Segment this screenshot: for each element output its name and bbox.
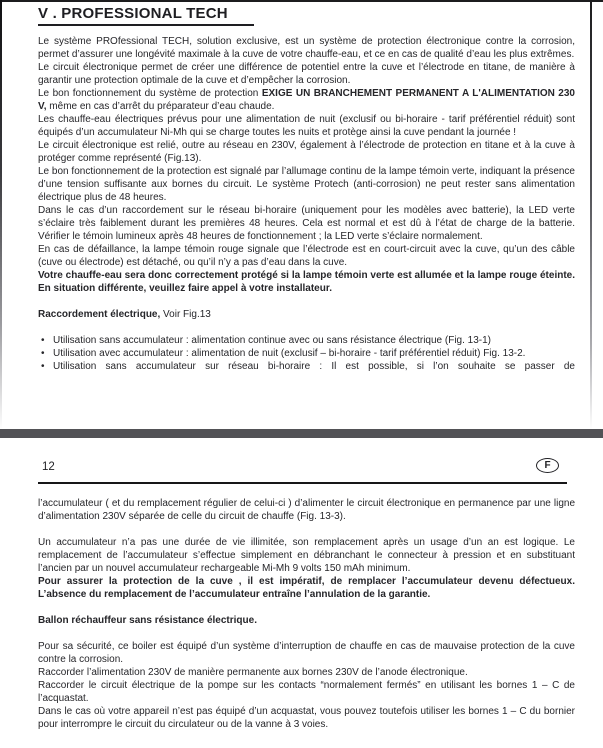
paragraph: [38, 497, 575, 523]
page-number: 12: [42, 461, 55, 473]
scan-right-border: [590, 0, 592, 430]
paragraph-text: Le circuit électronique est relié, outre au réseau en 230V, également à l’électrode de protection en titane et à la cuve à protéger comme représenté (Fig.13).: [38, 140, 575, 164]
body-text-lower: [38, 497, 575, 731]
paragraph: [38, 575, 575, 601]
paragraph-gap: [38, 523, 575, 536]
paragraph: [38, 139, 575, 165]
paragraph-text: Dans le cas d’un raccordement sur le réseau bi-horaire (uniquement pour les modèles avec batterie), la LED verte s’éclaire très faiblement durant les premières 48 heures. Cela est normal et est dû à l’état de charge de la batterie. Vérifier le témoin lumineux après 48 heures de fonctionnement ; la LED verte s’éclaire normalement.: [38, 205, 575, 242]
paragraph-gap: [38, 321, 575, 334]
paragraph-text: Le système PROfessional TECH, solution exclusive, est un système de protection électronique contre la corrosion, permet d’assurer une longévité maximale à la cuve de votre chauffe-eau, et ce en cas de qualité d’eau les plus extrêmes.: [38, 36, 575, 60]
paragraph: [38, 165, 575, 204]
paragraph: [38, 243, 575, 269]
paragraph-text: Le bon fonctionnement de la protection est signalé par l’allumage continu de la lampe témoin verte, indiquant la présence d’une tension suffisante aux bornes du circuit. Le système Protech (anti-corrosion) ne peut rester sans alimentation électrique plus de 48 heures.: [38, 166, 575, 203]
bullet-item: [38, 347, 575, 360]
paragraph-text: Utilisation sans accumulateur sur réseau bi-horaire : Il est possible, si l’on souhaite se passer de: [53, 361, 575, 372]
paragraph-text: Ballon réchauffeur sans résistance électrique.: [38, 615, 257, 626]
bullet-item: [38, 360, 575, 373]
page-info-row: [38, 458, 569, 473]
paragraph: [38, 614, 575, 627]
section-title: V . PROFESSIONAL TECH: [38, 5, 254, 26]
bullet-item: [38, 334, 575, 347]
page-separator-bar: [0, 429, 603, 438]
paragraph-text: En cas de défaillance, la lampe témoin rouge signale que l’électrode est en court-circuit avec la cuve, qu’un des câble (cuve ou électrode) est détaché, ou qu’il n’y a pas d’eau dans la cuve.: [38, 244, 575, 268]
paragraph-text: Utilisation avec accumulateur : alimentation de nuit (exclusif – bi-horaire - tarif préférentiel réduit) Fig. 13-2.: [53, 348, 526, 359]
paragraph: [38, 61, 575, 87]
paragraph-text: l’accumulateur ( et du remplacement régulier de celui-ci ) d’alimenter le circuit électronique en permanence par une ligne d’alimentation 230V séparée de celle du circuit de chauffe (Fig. 13-3).: [38, 498, 575, 522]
bullet-icon: •: [41, 361, 45, 372]
paragraph-gap: [38, 601, 575, 614]
paragraph-text: Pour assurer la protection de la cuve , il est impératif, de remplacer l’accumulateur devenu défectueux. L’absence du remplacement de l’accumulateur entraîne l’annulation de la garantie.: [38, 576, 575, 600]
section-lower: [38, 458, 575, 731]
paragraph-text: Un accumulateur n’a pas une durée de vie illimitée, son remplacement après un usage d’un an est logique. Le remplacement de l’accumulateur s’effectue simplement en débranchant le connecteur à pression et en substituant l’ancien par un nouvel accumulateur rechargeable Mi-Mh 9 volts 150 mAh minimum.: [38, 537, 575, 574]
bullet-icon: •: [41, 348, 45, 359]
body-text-upper: [38, 35, 575, 373]
country-mark-badge: F: [536, 458, 559, 473]
paragraph: [38, 640, 575, 666]
paragraph-text: Raccorder l’alimentation 230V de manière permanente aux bornes 230V de l’anode électronique.: [38, 667, 468, 678]
paragraph-text: Le bon fonctionnement du système de protection EXIGE UN BRANCHEMENT PERMANENT A L'ALIMENTATION 230 V, même en cas d’arrêt du préparateur d’eau chaude.: [38, 88, 575, 112]
paragraph: [38, 679, 575, 705]
paragraph-text: Raccorder le circuit électrique de la pompe sur les contacts “normalement fermés” en utilisant les bornes 1 – C de l’acquastat.: [38, 680, 575, 704]
paragraph: [38, 536, 575, 575]
scan-top-border: [0, 0, 603, 2]
paragraph-gap: [38, 295, 575, 308]
paragraph: [38, 113, 575, 139]
paragraph-text: Utilisation sans accumulateur : alimentation continue avec ou sans résistance électrique (Fig. 13-1): [53, 335, 491, 346]
paragraph-text: Les chauffe-eau électriques prévus pour une alimentation de nuit (exclusif ou bi-horaire - tarif préférentiel réduit) sont équipés d’un accumulateur Ni-Mh qui se charge toutes les nuits et protège ainsi la cuve pendant la journée !: [38, 114, 575, 138]
paragraph-text: Raccordement électrique, Voir Fig.13: [38, 309, 211, 320]
paragraph: [38, 269, 575, 295]
paragraph: [38, 666, 575, 679]
paragraph-text: Dans le cas où votre appareil n’est pas équipé d’un acquastat, vous pouvez toutefois utiliser les bornes 1 – C du bornier pour interrompre le circuit du circulateur ou de la vanne à 3 voies.: [38, 706, 575, 730]
paragraph-text: Le circuit électronique permet de créer une différence de potentiel entre la cuve et l’électrode en titane, de manière à garantir une protection optimale de la cuve et d’empêcher la corrosion.: [38, 62, 575, 86]
paragraph-text: Votre chauffe-eau sera donc correctement protégé si la lampe témoin verte est allumée et la lampe rouge éteinte. En situation différente, veuillez faire appel à votre installateur.: [38, 270, 575, 294]
bullet-icon: •: [41, 335, 45, 346]
section-upper: [38, 5, 575, 373]
paragraph: [38, 35, 575, 61]
paragraph-gap: [38, 627, 575, 640]
paragraph: [38, 705, 575, 731]
scan-left-border: [0, 0, 2, 430]
paragraph: [38, 308, 575, 321]
paragraph: [38, 87, 575, 113]
paragraph: [38, 204, 575, 243]
header-rule: [38, 482, 567, 484]
paragraph-text: Pour sa sécurité, ce boiler est équipé d’un système d’interruption de chauffe en cas de mauvaise protection de la cuve contre la corrosion.: [38, 641, 575, 665]
